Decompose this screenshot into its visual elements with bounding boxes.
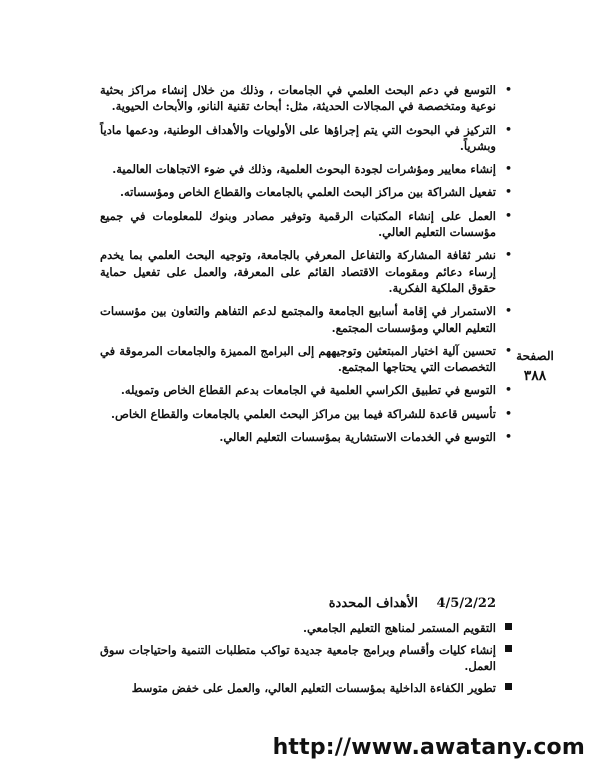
goal-text: التقويم المستمر لمناهج التعليم الجامعي. [302,621,496,635]
bullet-icon: • [504,122,512,136]
bullet-icon: • [504,383,512,397]
list-item [100,122,512,155]
section-number: 4/5/2/22 [436,596,496,611]
page-number: ٣٨٨ [523,368,547,384]
list-item [100,184,512,200]
list-item [100,429,512,445]
list-item [100,247,512,296]
list-item-text: التركيز في البحوث التي يتم إجراؤها على الأولويات والأهداف الوطنية، ودعمها مادياً وبشرياً. [100,122,496,153]
footer-url-watermark: http://www.awatany.com [272,735,585,760]
list-item [100,406,512,422]
bullet-icon: • [504,162,512,176]
section-title: الأهداف المحددة [328,596,418,611]
bullet-icon: • [504,185,512,199]
bullet-icon: • [504,430,512,444]
goal-item [100,620,496,637]
goals-list [100,620,496,701]
bullet-icon: • [504,83,512,96]
list-item-text: التوسع في تطبيق الكراسي العلمية في الجامعات بدعم القطاع الخاص وتمويله. [120,383,496,398]
bullet-icon: • [504,248,512,262]
bullet-icon: • [504,208,512,222]
goal-item [100,680,496,697]
list-item [100,82,512,115]
list-item-text: تأسيس قاعدة للشراكة فيما بين مراكز البحث العلمي بالجامعات والقطاع الخاص. [111,406,496,421]
strategy-list [100,82,512,452]
list-item-text: نشر ثقافة المشاركة والتفاعل المعرفي بالجامعة، وتوجيه البحث العلمي بما يخدم إرساء دعائم ومقومات الاقتصاد القائم على المعرفة، والعمل على تفعيل حماية حقوق الملكية الفكرية. [100,248,496,295]
list-item [100,208,512,241]
section-heading [100,596,496,611]
page-label: الصفحة [516,349,554,363]
list-item-text: التوسع في الخدمات الاستشارية بمؤسسات التعليم العالي. [219,430,496,445]
bullet-icon: • [504,343,512,357]
bullet-icon: • [504,406,512,420]
list-item [100,161,512,177]
list-item-text: العمل على إنشاء المكتبات الرقمية وتوفير مصادر وبنوك للمعلومات في جميع مؤسسات التعليم العالي. [100,208,496,240]
square-bullet-icon [505,623,512,630]
list-item-text: الاستمرار في إقامة أسابيع الجامعة والمجتمع لدعم التفاهم والتعاون بين مؤسسات التعليم العالي ومؤسسات المجتمع. [100,304,496,335]
list-item [100,343,512,376]
square-bullet-icon [505,645,512,652]
list-item-text: تحسين آلية اختيار المبتعثين وتوجيههم إلى البرامج المميزة والجامعات المرموقة في التخصصات التي يحتاجها المجتمع. [100,343,496,375]
bullet-icon: • [504,304,512,318]
goal-text: تطوير الكفاءة الداخلية بمؤسسات التعليم العالي، والعمل على خفض متوسط [131,680,496,695]
list-item-text: التوسع في دعم البحث العلمي في الجامعات ، وذلك من خلال إنشاء مراكز بحثية نوعية ومتخصصة في المجالات الحديثة، مثل: أبحاث تقنية النانو، والأبحاث الحيوية. [100,83,496,114]
list-item-text: تفعيل الشراكة بين مراكز البحث العلمي بالجامعات والقطاع الخاص ومؤسساته. [119,185,496,200]
list-item [100,303,512,336]
list-item-text: إنشاء معايير ومؤشرات لجودة البحوث العلمية، وذلك في ضوء الاتجاهات العالمية. [112,162,496,177]
goal-text: إنشاء كليات وأقسام وبرامج جامعية جديدة تواكب متطلبات التنمية واحتياجات سوق العمل. [100,642,496,673]
square-bullet-icon [505,683,512,690]
page-number-block [500,348,570,385]
list-item [100,382,512,398]
goal-item [100,642,496,675]
